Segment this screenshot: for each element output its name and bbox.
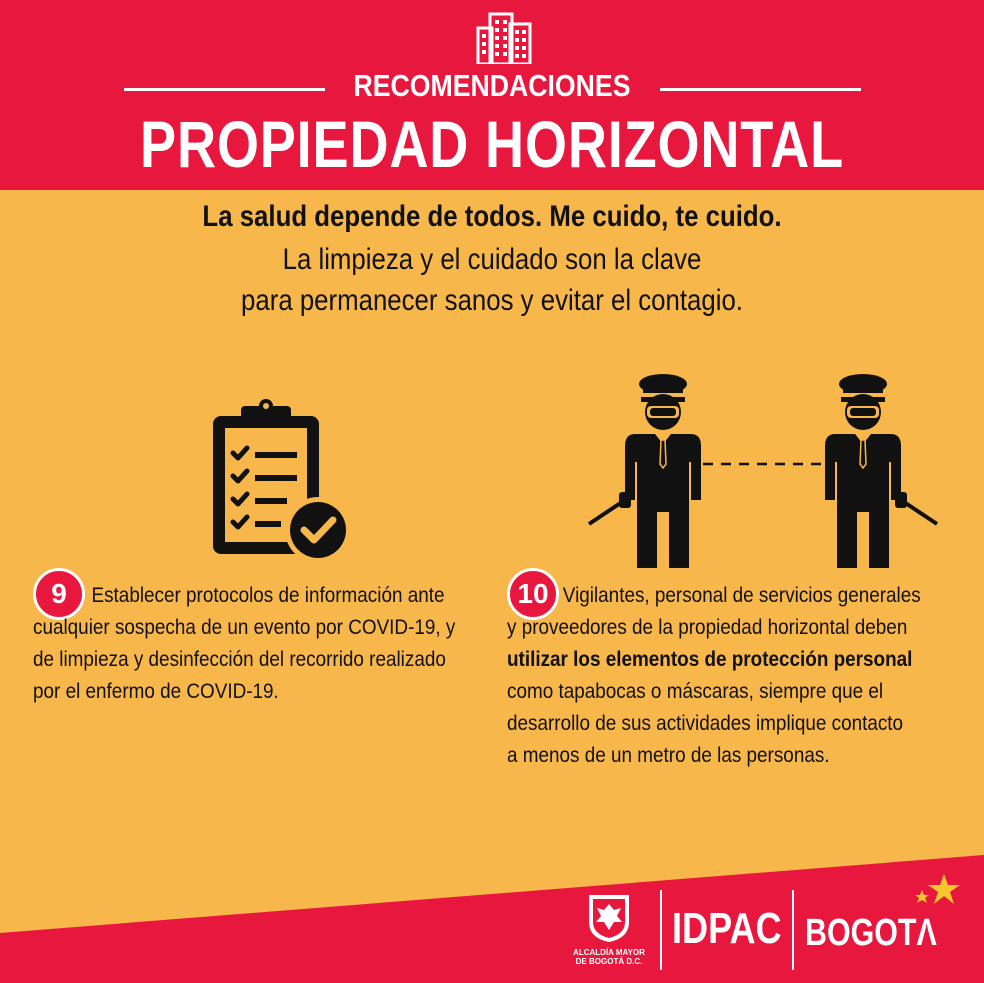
- item-9-line: cualquier sospecha de un evento por COVID-19, y: [33, 616, 456, 639]
- item-number-9-badge: 9: [33, 568, 85, 620]
- guard-left-figure: [589, 374, 701, 568]
- clipboard-checklist-icon: [205, 398, 355, 568]
- building-icon: [474, 12, 534, 64]
- item-9-line: de limpieza y desinfección del recorrido realizado: [33, 648, 446, 671]
- footer-divider: [792, 890, 794, 970]
- item-10-line-bold: utilizar los elementos de protección personal: [507, 648, 913, 671]
- guard-right-figure: [825, 374, 937, 568]
- item-10-line: desarrollo de sus actividades implique contacto: [507, 712, 904, 735]
- bogota-coat-of-arms-logo: [586, 892, 632, 944]
- security-guards-distance-icon: [585, 372, 945, 572]
- item-10-text: [507, 580, 962, 772]
- item-10-line: a menos de un metro de las personas.: [507, 744, 830, 767]
- page-title: PROPIEDAD HORIZONTAL: [140, 107, 844, 181]
- item-10-line: Vigilantes, personal de servicios generales: [562, 584, 921, 607]
- alcaldia-label: [566, 948, 652, 966]
- intro-line-2: para permanecer sanos y evitar el contagio.: [241, 284, 743, 317]
- bogota-logo: BOGOTΛ: [805, 912, 937, 954]
- alcaldia-line-1: ALCALDÍA MAYOR: [573, 948, 645, 957]
- header-subtitle: RECOMENDACIONES: [353, 68, 631, 103]
- item-9-line: Establecer protocolos de información ante: [91, 584, 445, 607]
- item-10-line: y proveedores de la propiedad horizontal deben: [507, 616, 908, 639]
- stars-icon: [910, 872, 966, 912]
- footer-divider: [660, 890, 662, 970]
- alcaldia-line-2: DE BOGOTÁ D.C.: [575, 957, 643, 966]
- item-9-line: por el enfermo de COVID-19.: [33, 680, 279, 703]
- intro-bold-line: La salud depende de todos. Me cuido, te cuido.: [202, 200, 782, 233]
- intro-line-1: La limpieza y el cuidado son la clave: [282, 243, 702, 276]
- item-10-line: como tapabocas o máscaras, siempre que el: [507, 680, 884, 703]
- idpac-logo: IDPAC: [672, 904, 782, 953]
- item-9-text: [33, 580, 497, 708]
- item-number-10-badge: 10: [507, 568, 559, 620]
